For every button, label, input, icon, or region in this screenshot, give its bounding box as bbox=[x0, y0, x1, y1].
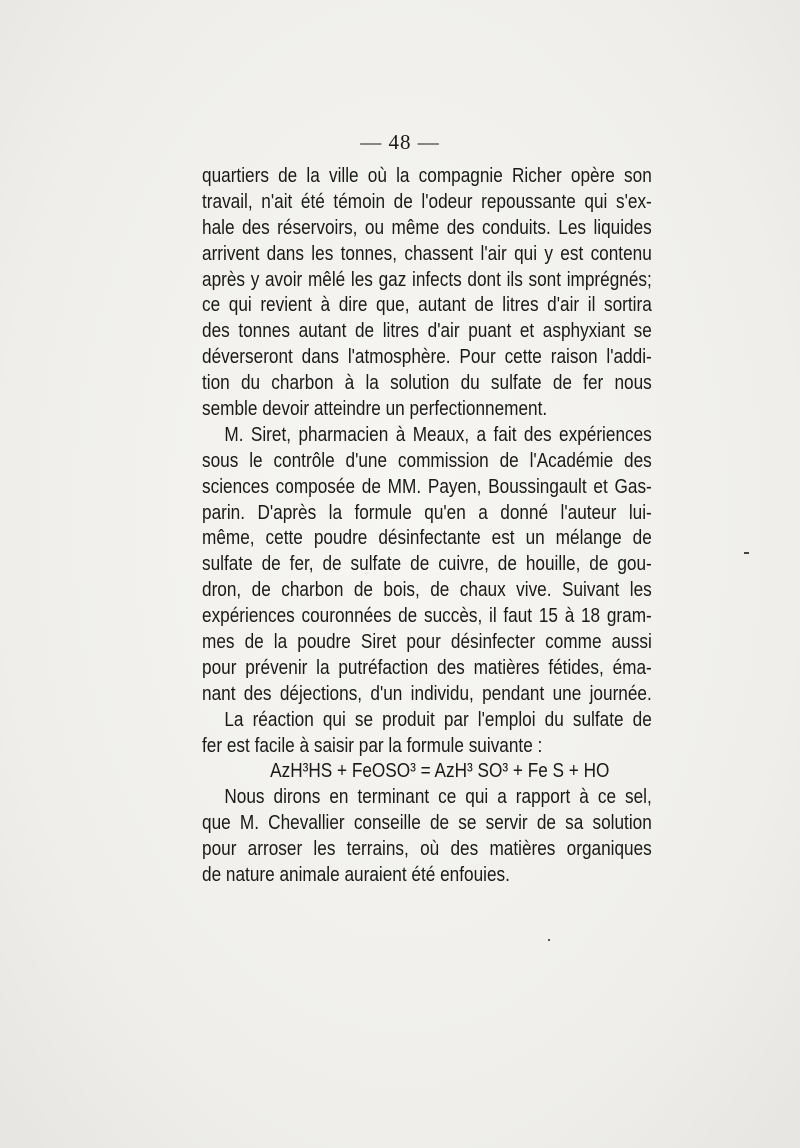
text-line: expériences couronnées de succès, il faut 15 à 18 gram- bbox=[202, 605, 652, 628]
text-line: quartiers de la ville où la compagnie Richer opère son bbox=[202, 165, 652, 187]
text-line: La réaction qui se produit par l'emploi du sulfate de bbox=[224, 708, 652, 731]
text-line: que M. Chevallier conseille de se servir de sa solution bbox=[202, 812, 652, 835]
chemical-formula: AzH³HS + FeOSO³ = AzH³ SO³ + Fe S + HO bbox=[270, 760, 610, 783]
text-line: semble devoir atteindre un perfectionnement. bbox=[202, 398, 548, 421]
text-line: hale des réservoirs, ou même des conduits. Les liquides bbox=[202, 216, 652, 239]
text-line: après y avoir mêlé les gaz infects dont ils sont imprégnés; bbox=[202, 268, 652, 291]
text-line: pour arroser les terrains, où des matières organiques bbox=[202, 838, 652, 861]
text-line: M. Siret, pharmacien à Meaux, a fait des expériences bbox=[224, 423, 652, 446]
margin-mark bbox=[744, 552, 749, 554]
text-line: déverseront dans l'atmosphère. Pour cette raison l'addi- bbox=[202, 346, 652, 369]
text-line: des tonnes autant de litres d'air puant et asphyxiant se bbox=[202, 320, 652, 343]
text-line: sous le contrôle d'une commission de l'Académie des bbox=[202, 449, 652, 472]
text-line: fer est facile à saisir par la formule suivante : bbox=[202, 734, 543, 757]
text-line: sciences composée de MM. Payen, Boussingault et Gas- bbox=[202, 475, 652, 498]
text-line: tion du charbon à la solution du sulfate de fer nous bbox=[202, 372, 652, 395]
text-line: ce qui revient à dire que, autant de litres d'air il sortira bbox=[202, 294, 652, 317]
text-line: même, cette poudre désinfectante est un mélange de bbox=[202, 527, 652, 550]
text-line: nant des déjections, d'un individu, pendant une journée. bbox=[202, 682, 652, 705]
page-number: — 48 — bbox=[360, 130, 440, 154]
text-line: de nature animale auraient été enfouies. bbox=[202, 864, 510, 887]
body-text bbox=[202, 164, 652, 889]
ink-dot bbox=[548, 939, 550, 941]
text-line: pour prévenir la putréfaction des matières fétides, éma- bbox=[202, 656, 652, 679]
text-line: arrivent dans les tonnes, chassent l'air qui y est contenu bbox=[202, 242, 652, 265]
text-line: dron, de charbon de bois, de chaux vive. Suivant les bbox=[202, 579, 652, 602]
text-line: mes de la poudre Siret pour désinfecter comme aussi bbox=[202, 631, 652, 654]
text-line: sulfate de fer, de sulfate de cuivre, de houille, de gou- bbox=[202, 553, 652, 576]
text-line: parin. D'après la formule qu'en a donné l'auteur lui- bbox=[202, 501, 652, 524]
text-line: Nous dirons en terminant ce qui a rapport à ce sel, bbox=[224, 786, 652, 809]
text-line: travail, n'ait été témoin de l'odeur repoussante qui s'ex- bbox=[202, 190, 652, 213]
